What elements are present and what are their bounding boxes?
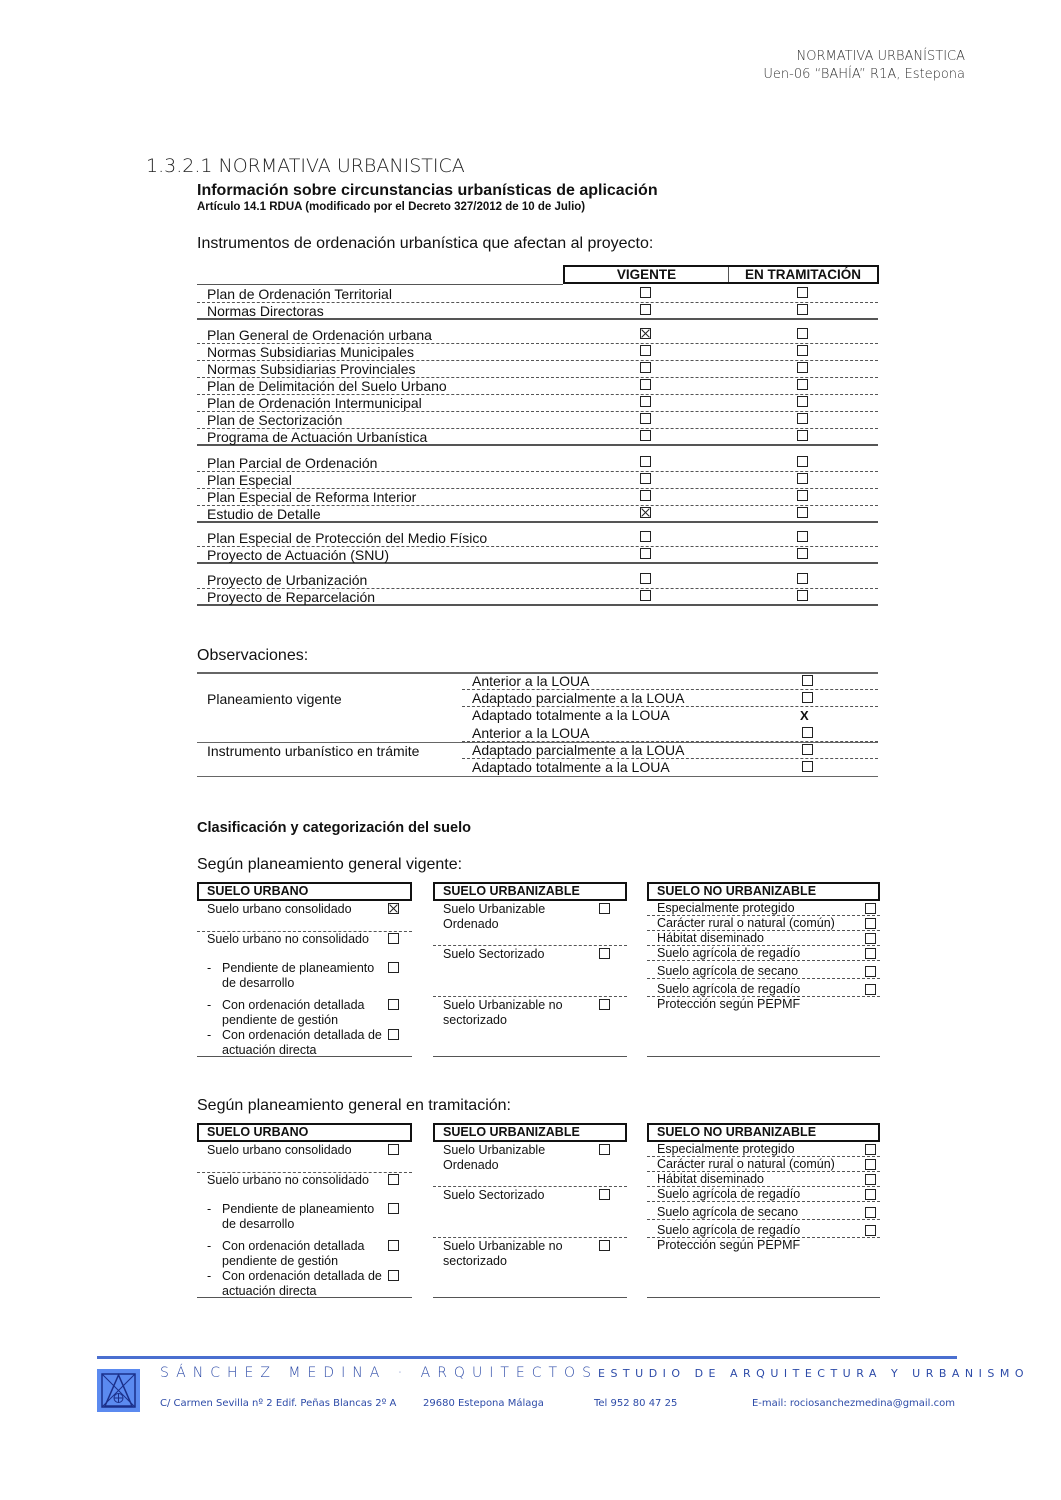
soil-option-label: Hábitat diseminado	[657, 1172, 765, 1186]
checkbox[interactable]	[640, 456, 651, 467]
soil-option-label: Suelo agrícola de regadío	[657, 1187, 801, 1201]
divider	[433, 1186, 627, 1187]
row-label: Proyecto de Actuación (SNU)	[207, 547, 390, 563]
checkbox[interactable]	[388, 962, 399, 973]
checkbox[interactable]	[640, 473, 651, 484]
obs-option-row	[462, 725, 878, 742]
x-mark[interactable]: X	[800, 708, 809, 723]
table-row	[197, 572, 878, 589]
soil-option-label: Suelo Urbanizable Ordenado	[443, 902, 546, 931]
checkbox[interactable]	[865, 903, 876, 914]
obs-option-row	[462, 707, 878, 724]
checkbox[interactable]	[865, 1207, 876, 1218]
checkbox[interactable]	[865, 1159, 876, 1170]
suelo-urbano-header: SUELO URBANO	[197, 1123, 412, 1142]
soil-option-label: Suelo Sectorizado	[443, 1188, 545, 1202]
table-row	[197, 344, 878, 361]
soil-option-label: Suelo Urbanizable no sectorizado	[443, 1239, 563, 1268]
checkbox[interactable]	[640, 345, 651, 356]
checkbox-checked[interactable]	[640, 507, 651, 518]
row-label: Plan de Ordenación Territorial	[207, 286, 392, 302]
checkbox[interactable]	[865, 966, 876, 977]
divider	[197, 1172, 412, 1173]
checkbox[interactable]	[388, 999, 399, 1010]
column-vigente: VIGENTE	[565, 267, 729, 282]
soil-option-label: Suelo urbano consolidado	[207, 1143, 352, 1157]
column-tramitacion: EN TRAMITACIÓN	[745, 267, 861, 282]
row-label: Plan Especial de Protección del Medio Físico	[207, 530, 488, 546]
divider	[197, 284, 563, 285]
checkbox[interactable]	[599, 903, 610, 914]
instruments-table-header	[563, 265, 879, 284]
checkbox[interactable]	[640, 590, 651, 601]
soil-option-label: Suelo Urbanizable Ordenado	[443, 1143, 546, 1172]
checkbox[interactable]	[797, 413, 808, 424]
divider	[433, 1237, 627, 1238]
checkbox[interactable]	[797, 287, 808, 298]
soil-option-label: Pendiente de planeamiento de desarrollo	[222, 961, 375, 990]
table-row	[197, 472, 878, 489]
checkbox[interactable]	[797, 507, 808, 518]
divider	[647, 1201, 880, 1202]
soil-option-label: Con ordenación detallada de actuación directa	[222, 1028, 382, 1057]
table-row	[197, 530, 878, 547]
checkbox[interactable]	[865, 984, 876, 995]
soil-option-label: Suelo urbano no consolidado	[207, 1173, 369, 1187]
obs-group-label: Planeamiento vigente	[207, 691, 342, 707]
table-row	[197, 506, 878, 523]
footer-email[interactable]: E-mail: rociosanchezmedina@gmail.com	[751, 1398, 955, 1409]
checkbox[interactable]	[640, 548, 651, 559]
bullet-dash: -	[207, 1269, 212, 1283]
bullet-dash: -	[207, 998, 212, 1012]
checkbox[interactable]	[797, 490, 808, 501]
divider	[197, 1056, 412, 1057]
soil-option-label: Con ordenación detallada de actuación directa	[222, 1269, 382, 1298]
document-header	[763, 48, 965, 84]
checkbox[interactable]	[388, 1203, 399, 1214]
table-row	[197, 589, 878, 606]
table-row	[197, 286, 878, 303]
checkbox[interactable]	[640, 531, 651, 542]
checkbox[interactable]	[802, 761, 813, 772]
soil-option-label: Con ordenación detallada pendiente de gestión	[222, 1239, 365, 1268]
row-label: Plan Especial	[207, 472, 292, 488]
obs-option-row	[462, 673, 878, 690]
soil-option-label: Suelo agrícola de regadío	[657, 1223, 801, 1237]
footer-phone: Tel 952 80 47 25	[594, 1398, 678, 1409]
obs-option-row	[462, 742, 878, 759]
divider	[647, 1297, 880, 1298]
checkbox[interactable]	[797, 531, 808, 542]
checkbox[interactable]	[388, 1174, 399, 1185]
divider	[433, 1297, 627, 1298]
row-label: Plan de Sectorización	[207, 412, 343, 428]
header-subtitle: Uen-06 “BAHÍA” R1A, Estepona	[763, 67, 965, 82]
checkbox[interactable]	[388, 1240, 399, 1251]
soil-option-label: Pendiente de planeamiento de desarrollo	[222, 1202, 375, 1231]
checkbox[interactable]	[640, 490, 651, 501]
obs-option-row	[462, 690, 878, 707]
checkbox-checked[interactable]	[640, 328, 651, 339]
checkbox[interactable]	[640, 413, 651, 424]
table-row	[197, 395, 878, 412]
soil-option-label: Suelo urbano no consolidado	[207, 932, 369, 946]
checkbox[interactable]	[865, 918, 876, 929]
obs-option-label: Adaptado parcialmente a la LOUA	[472, 690, 685, 706]
row-label: Plan de Ordenación Intermunicipal	[207, 395, 422, 411]
divider	[433, 945, 627, 946]
row-label: Normas Directoras	[207, 303, 324, 319]
divider	[197, 776, 878, 777]
obs-group-label: Instrumento urbanístico en trámite	[207, 743, 420, 759]
table-row	[197, 327, 878, 344]
table-row	[197, 303, 878, 320]
divider	[197, 1297, 412, 1298]
table-row	[197, 361, 878, 378]
suelo-no-urbanizable-header: SUELO NO URBANIZABLE	[647, 1123, 880, 1142]
checkbox[interactable]	[797, 396, 808, 407]
footer-city: 29680 Estepona Málaga	[423, 1398, 544, 1409]
article-reference: Artículo 14.1 RDUA (modificado por el Decreto 327/2012 de 10 de Julio)	[197, 201, 586, 213]
checkbox[interactable]	[797, 473, 808, 484]
suelo-urbanizable-header: SUELO URBANIZABLE	[433, 882, 627, 901]
checkbox[interactable]	[388, 933, 399, 944]
soil-option-label: Carácter rural o natural (común)	[657, 1157, 835, 1171]
checkbox[interactable]	[388, 1144, 399, 1155]
bullet-dash: -	[207, 1028, 212, 1042]
footer-address: C/ Carmen Sevilla nº 2 Edif. Peñas Blancas 2º A	[160, 1398, 397, 1409]
block-heading: Según planeamiento general en tramitación:	[197, 1097, 511, 1114]
section-subtitle: Información sobre circunstancias urbanísticas de aplicación	[197, 182, 658, 199]
checkbox[interactable]	[797, 548, 808, 559]
divider	[433, 1056, 627, 1057]
table-row	[197, 378, 878, 395]
soil-option-label: Suelo Urbanizable no sectorizado	[443, 998, 563, 1027]
checkbox[interactable]	[599, 999, 610, 1010]
obs-option-label: Adaptado totalmente a la LOUA	[472, 759, 670, 775]
checkbox[interactable]	[640, 304, 651, 315]
divider	[433, 996, 627, 997]
checkbox[interactable]	[797, 345, 808, 356]
divider	[197, 931, 412, 932]
row-label: Programa de Actuación Urbanística	[207, 429, 428, 445]
divider	[647, 978, 880, 979]
block-heading: Según planeamiento general vigente:	[197, 856, 463, 873]
checkbox[interactable]	[797, 573, 808, 584]
obs-option-label: Anterior a la LOUA	[472, 725, 590, 741]
row-label: Proyecto de Urbanización	[207, 572, 368, 588]
checkbox[interactable]	[802, 675, 813, 686]
footer-brand: SÁNCHEZ MEDINA · ARQUITECTOS	[160, 1365, 598, 1381]
table-row	[197, 429, 878, 446]
checkbox[interactable]	[797, 430, 808, 441]
checkbox[interactable]	[640, 362, 651, 373]
obs-option-row	[462, 759, 878, 776]
footer-tagline: ESTUDIO DE ARQUITECTURA Y URBANISMO	[598, 1367, 1030, 1380]
checkbox[interactable]	[599, 1144, 610, 1155]
soil-option-label: Suelo agrícola de secano	[657, 964, 799, 978]
checkbox[interactable]	[797, 379, 808, 390]
row-label: Proyecto de Reparcelación	[207, 589, 376, 605]
table-row	[197, 412, 878, 429]
checkbox[interactable]	[865, 1225, 876, 1236]
obs-option-label: Adaptado totalmente a la LOUA	[472, 707, 670, 723]
checkbox[interactable]	[802, 727, 813, 738]
checkbox[interactable]	[640, 396, 651, 407]
row-label: Normas Subsidiarias Provinciales	[207, 361, 416, 377]
row-label: Plan General de Ordenación urbana	[207, 327, 432, 343]
soil-option-label: Protección según PEPMF	[657, 1238, 801, 1252]
header-title: NORMATIVA URBANÍSTICA	[796, 49, 965, 64]
table-row	[197, 547, 878, 564]
bullet-dash: -	[207, 1202, 212, 1216]
row-label: Plan Especial de Reforma Interior	[207, 489, 417, 505]
checkbox[interactable]	[640, 573, 651, 584]
section-title: 1.3.2.1 NORMATIVA URBANISTICA	[146, 155, 465, 177]
observaciones-heading: Observaciones:	[197, 647, 309, 664]
divider	[647, 1056, 880, 1057]
checkbox[interactable]	[388, 1029, 399, 1040]
soil-option-label: Con ordenación detallada pendiente de gestión	[222, 998, 365, 1027]
row-label: Normas Subsidiarias Municipales	[207, 344, 414, 360]
suelo-no-urbanizable-header: SUELO NO URBANIZABLE	[647, 882, 880, 901]
checkbox[interactable]	[640, 287, 651, 298]
instruments-heading: Instrumentos de ordenación urbanística que afectan al proyecto:	[197, 235, 654, 252]
checkbox[interactable]	[865, 1174, 876, 1185]
obs-option-label: Adaptado parcialmente a la LOUA	[472, 742, 685, 758]
checkbox[interactable]	[388, 1270, 399, 1281]
obs-option-label: Anterior a la LOUA	[472, 673, 590, 689]
divider	[647, 960, 880, 961]
table-row	[197, 489, 878, 506]
checkbox[interactable]	[797, 304, 808, 315]
soil-option-label: Especialmente protegido	[657, 1142, 795, 1156]
row-label: Plan Parcial de Ordenación	[207, 455, 378, 471]
bullet-dash: -	[207, 1239, 212, 1253]
row-label: Plan de Delimitación del Suelo Urbano	[207, 378, 447, 394]
soil-option-label: Suelo agrícola de secano	[657, 1205, 799, 1219]
suelo-urbanizable-header: SUELO URBANIZABLE	[433, 1123, 627, 1142]
soil-option-label: Protección según PEPMF	[657, 997, 801, 1011]
bullet-dash: -	[207, 961, 212, 975]
checkbox[interactable]	[797, 590, 808, 601]
soil-option-label: Carácter rural o natural (común)	[657, 916, 835, 930]
checkbox-checked[interactable]	[388, 903, 399, 914]
checkbox[interactable]	[865, 1189, 876, 1200]
soil-option-label: Suelo urbano consolidado	[207, 902, 352, 916]
checkbox[interactable]	[802, 692, 813, 703]
soil-option-label: Suelo agrícola de regadío	[657, 946, 801, 960]
soil-option-label: Especialmente protegido	[657, 901, 795, 915]
checkbox[interactable]	[599, 1240, 610, 1251]
soil-option-label: Hábitat diseminado	[657, 931, 765, 945]
checkbox[interactable]	[797, 362, 808, 373]
checkbox[interactable]	[865, 948, 876, 959]
checkbox[interactable]	[640, 379, 651, 390]
footer-rule	[97, 1356, 957, 1359]
architect-logo-icon	[97, 1369, 140, 1412]
suelo-urbano-header: SUELO URBANO	[197, 882, 412, 901]
clasificacion-heading: Clasificación y categorización del suelo	[197, 820, 471, 836]
checkbox[interactable]	[640, 430, 651, 441]
checkbox[interactable]	[797, 456, 808, 467]
checkbox[interactable]	[802, 744, 813, 755]
checkbox[interactable]	[865, 1144, 876, 1155]
soil-option-label: Suelo Sectorizado	[443, 947, 545, 961]
divider	[647, 1219, 880, 1220]
checkbox[interactable]	[865, 933, 876, 944]
table-row	[197, 455, 878, 472]
soil-option-label: Suelo agrícola de regadío	[657, 982, 801, 996]
checkbox[interactable]	[599, 1189, 610, 1200]
row-label: Estudio de Detalle	[207, 506, 321, 522]
checkbox[interactable]	[599, 948, 610, 959]
checkbox[interactable]	[797, 328, 808, 339]
